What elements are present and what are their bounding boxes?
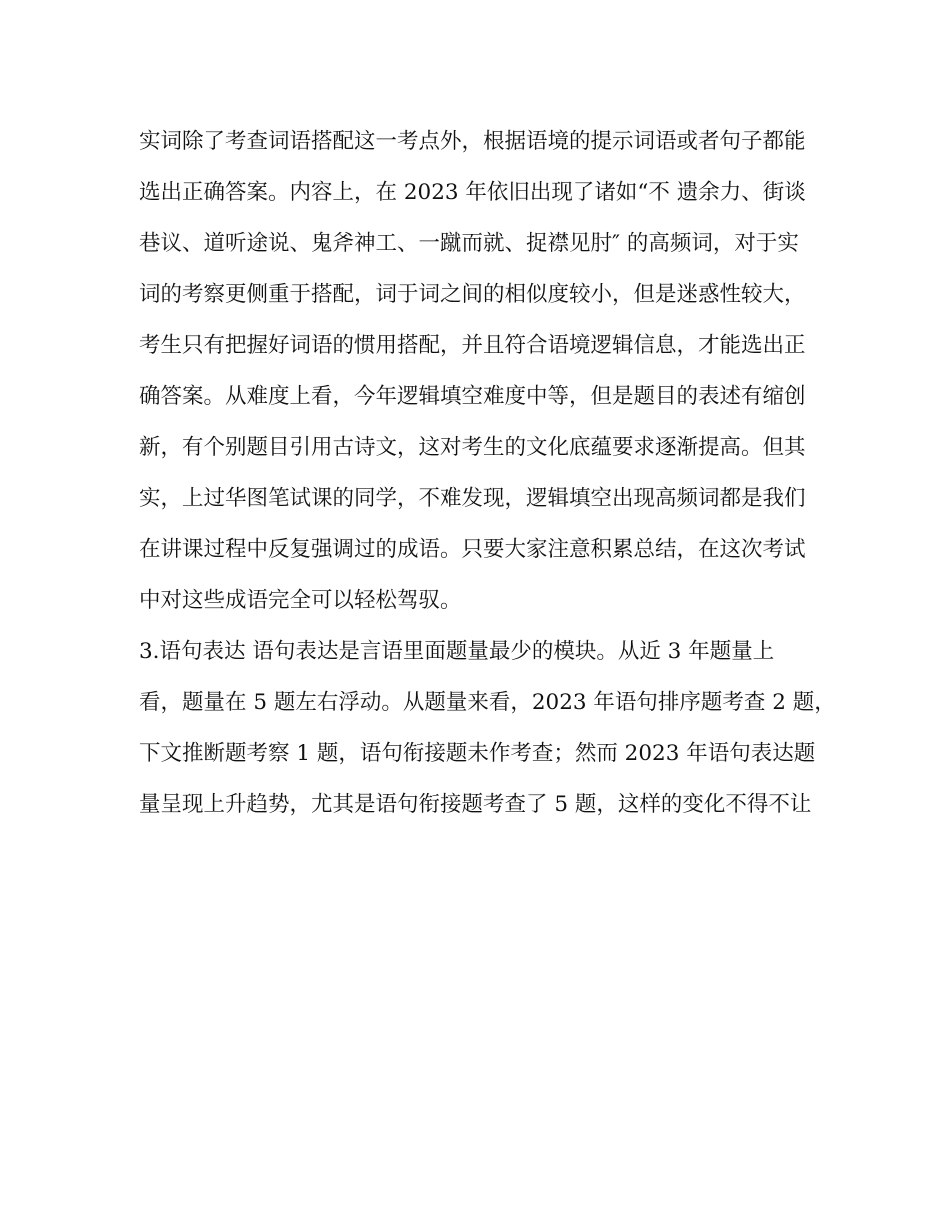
text-line: 考生只有把握好词语的惯用搭配，并且符合语境逻辑信息，才能选出正 [139,333,806,358]
text-line: 选出正确答案。内容上，在 2023 年依旧出现了诸如“不 遗余力、街谈 [139,180,806,205]
text-line: 确答案。从难度上看，今年逻辑填空难度中等，但是题目的表述有缩创 [139,384,806,409]
text-line: 实，上过华图笔试课的同学，不难发现，逻辑填空出现高频词都是我们 [139,486,806,511]
body-text [139,122,836,836]
text-line: 词的考察更侧重于搭配，词于词之间的相似度较小，但是迷惑性较大， [139,282,806,307]
section-heading-line: 3.语句表达 语句表达是言语里面题量最少的模块。从近 3 年题量上 [139,639,775,664]
text-line: 巷议、道听途说、鬼斧神工、一蹴而就、捉襟见肘″ 的高频词，对于实 [139,231,799,256]
text-line: 中对这些成语完全可以轻松驾驭。 [139,588,462,613]
text-line: 新，有个别题目引用古诗文，这对考生的文化底蕴要求逐渐提高。但其 [139,435,806,460]
text-line: 在讲课过程中反复强调过的成语。只要大家注意积累总结，在这次考试 [139,537,806,562]
text-line: 量呈现上升趋势，尤其是语句衔接题考查了 5 题，这样的变化不得不让 [139,792,812,817]
text-line: 看，题量在 5 题左右浮动。从题量来看，2023 年语句排序题考查 2 题， [139,690,836,715]
text-line: 实词除了考查词语搭配这一考点外，根据语境的提示词语或者句子都能 [139,129,806,154]
text-line: 下文推断题考察 1 题，语句衔接题未作考查；然而 2023 年语句表达题 [139,741,816,766]
